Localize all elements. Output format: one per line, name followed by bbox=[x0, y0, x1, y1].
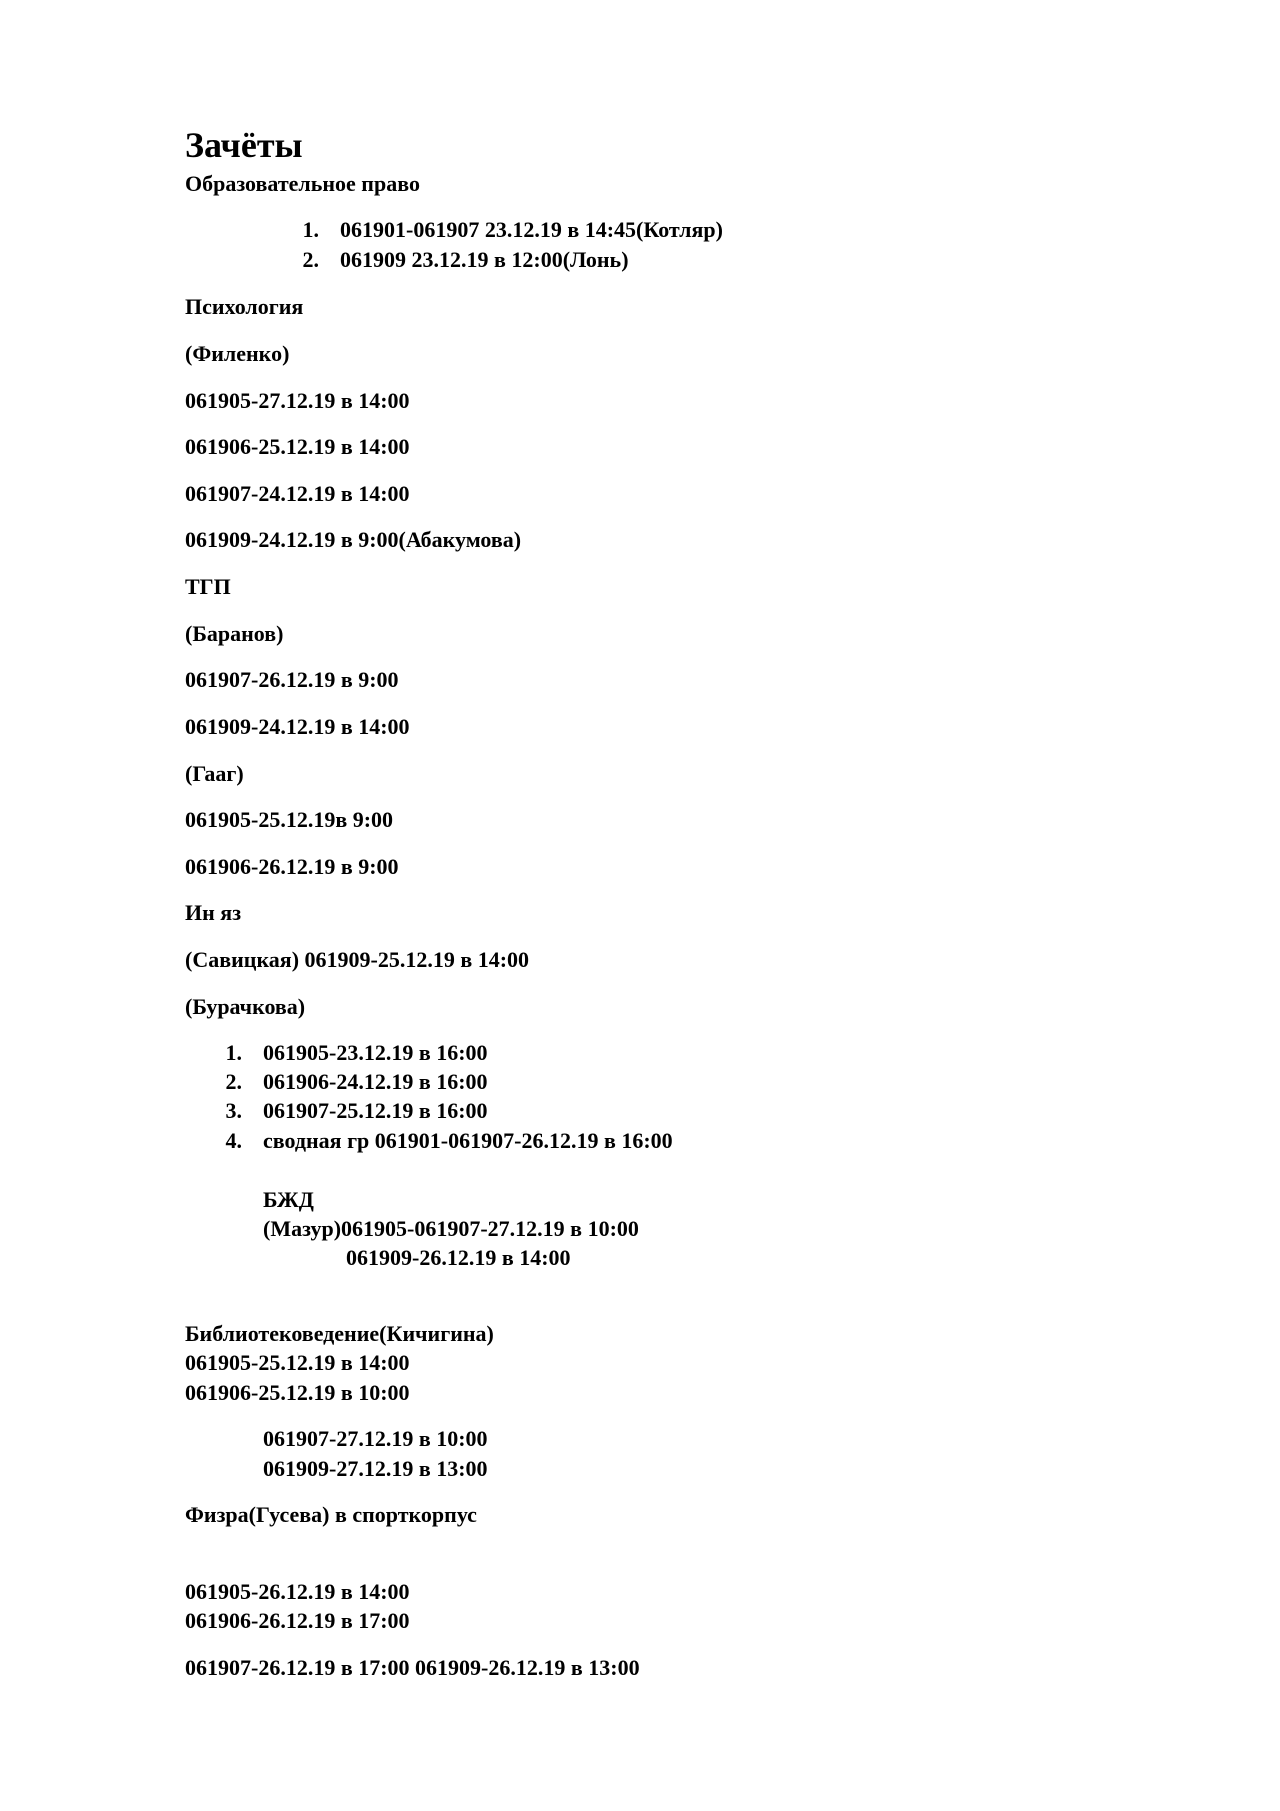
section-heading-bzhd: БЖД bbox=[263, 1187, 314, 1212]
list-item: 061909 23.12.19 в 12:00(Лонь) bbox=[340, 247, 629, 272]
schedule-line: 061909-26.12.19 в 14:00 bbox=[346, 1245, 571, 1270]
section-heading-psy: Психология bbox=[185, 294, 304, 319]
schedule-line: 061907-26.12.19 в 9:00 bbox=[185, 667, 399, 692]
list-item: 061907-25.12.19 в 16:00 bbox=[263, 1098, 488, 1123]
schedule-line: 061909-24.12.19 в 9:00(Абакумова) bbox=[185, 527, 522, 552]
list-number: 4. bbox=[225, 1128, 242, 1153]
section-heading-fiz: Физра(Гусева) в спорткорпус bbox=[185, 1502, 477, 1527]
schedule-line: 061906-26.12.19 в 17:00 bbox=[185, 1608, 410, 1633]
list-number: 1. bbox=[225, 1040, 242, 1065]
schedule-line: (Савицкая) 061909-25.12.19 в 14:00 bbox=[185, 947, 530, 972]
section-heading-obr: Образовательное право bbox=[185, 171, 420, 196]
list-number: 2. bbox=[225, 1069, 242, 1094]
teacher-name: (Бурачкова) bbox=[185, 994, 306, 1019]
schedule-line: (Мазур)061905-061907-27.12.19 в 10:00 bbox=[263, 1216, 639, 1241]
teacher-name: (Гааг) bbox=[185, 761, 244, 786]
list-number: 3. bbox=[225, 1098, 242, 1123]
list-number: 1. bbox=[302, 217, 319, 242]
schedule-line: 061905-26.12.19 в 14:00 bbox=[185, 1579, 410, 1604]
schedule-line: 061907-27.12.19 в 10:00 bbox=[263, 1426, 488, 1451]
section-heading-bib: Библиотековедение(Кичигина) bbox=[185, 1321, 494, 1346]
section-heading-tgp: ТГП bbox=[185, 574, 231, 599]
section-heading-inyaz: Ин яз bbox=[185, 900, 242, 925]
schedule-line: 061907-24.12.19 в 14:00 bbox=[185, 481, 410, 506]
schedule-line: 061905-25.12.19в 9:00 bbox=[185, 807, 394, 832]
schedule-line: 061906-25.12.19 в 14:00 bbox=[185, 434, 410, 459]
list-item: 061906-24.12.19 в 16:00 bbox=[263, 1069, 488, 1094]
schedule-line: 061905-27.12.19 в 14:00 bbox=[185, 388, 410, 413]
schedule-line: 061905-25.12.19 в 14:00 bbox=[185, 1350, 410, 1375]
list-item: 061905-23.12.19 в 16:00 bbox=[263, 1040, 488, 1065]
teacher-name: (Филенко) bbox=[185, 341, 290, 366]
page-title: Зачёты bbox=[185, 125, 303, 165]
schedule-line: 061909-27.12.19 в 13:00 bbox=[263, 1456, 488, 1481]
list-number: 2. bbox=[302, 247, 319, 272]
teacher-name: (Баранов) bbox=[185, 621, 284, 646]
schedule-line: 061909-24.12.19 в 14:00 bbox=[185, 714, 410, 739]
list-item: 061901-061907 23.12.19 в 14:45(Котляр) bbox=[340, 217, 723, 242]
schedule-line: 061906-26.12.19 в 9:00 bbox=[185, 854, 399, 879]
list-item: сводная гр 061901-061907-26.12.19 в 16:00 bbox=[263, 1128, 673, 1153]
schedule-line: 061906-25.12.19 в 10:00 bbox=[185, 1380, 410, 1405]
schedule-line: 061907-26.12.19 в 17:00 061909-26.12.19 в 13:00 bbox=[185, 1655, 640, 1680]
